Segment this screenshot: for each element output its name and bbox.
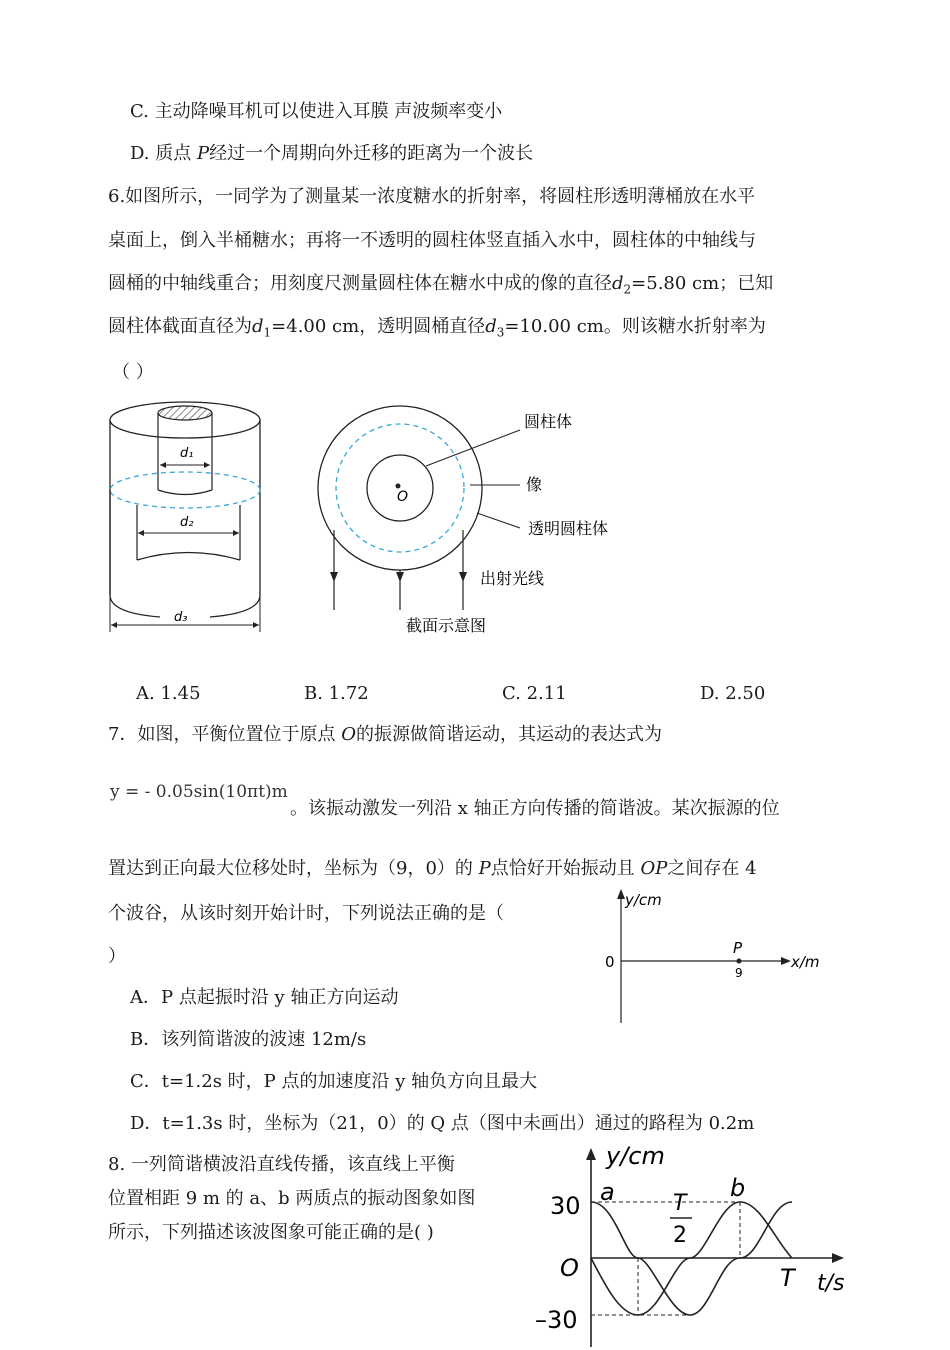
label-transparent-cylinder: 透明圆柱体 (528, 519, 609, 538)
q6-cylinder-figure (100, 395, 275, 640)
q8-ymax: 30 (550, 1192, 581, 1220)
q6-answer-paren: （ ） (112, 362, 154, 383)
q7-axis-figure (595, 885, 835, 1025)
center-o-label: O (397, 489, 409, 505)
label-cylinder: 圆柱体 (524, 412, 573, 431)
q8-xlabel: t/s (817, 1271, 845, 1296)
figure-caption: 截面示意图 (406, 616, 487, 635)
q8-line3: 所示，下列描述该波图象可能正确的是( ) (108, 1222, 434, 1243)
q7-option-b: B．该列简谐波的波速 12m/s (130, 1029, 367, 1050)
q7-option-d: D．t=1.3s 时，坐标为（21，0）的 Q 点（图中未画出）通过的路程为 0.2m (130, 1113, 755, 1134)
q6-option-a: A. 1.45 (136, 683, 201, 704)
q7-line4: 个波谷，从该时刻开始计时，下列说法正确的是（ (108, 903, 504, 924)
q8-line1: 8. 一列简谐横波沿直线传播，该直线上平衡 (108, 1154, 455, 1175)
q6-line2: 桌面上，倒入半桶糖水；再将一不透明的圆柱体竖直插入水中，圆柱体的中轴线与 (108, 230, 756, 251)
q6-option-d: D. 2.50 (700, 683, 766, 704)
q8-ymin: –30 (535, 1306, 578, 1334)
q8-line2: 位置相距 9 m 的 a、b 两质点的振动图象如图 (108, 1188, 476, 1209)
q7-line5: ） (108, 946, 126, 967)
q7-p-label: P (733, 939, 743, 957)
q7-line1: 7．如图，平衡位置位于原点 O的振源做简谐运动，其运动的表达式为 (108, 724, 662, 745)
q7-p-x: 9 (735, 966, 743, 980)
q6-line3: 圆桶的中轴线重合；用刻度尺测量圆柱体在糖水中成的像的直径$d_2=5.80$ cm；已知 (108, 273, 774, 297)
q7-origin: 0 (605, 953, 615, 971)
q6-line1: 6.如图所示，一同学为了测量某一浓度糖水的折射率，将圆柱形透明薄桶放在水平 (108, 186, 756, 207)
q7-xlabel: x/m (791, 953, 820, 971)
q5-option-c: C. 主动降噪耳机可以使进入耳膜 声波频率变小 (130, 101, 503, 122)
q6-line4: 圆柱体截面直径为$d_1=4.00$ cm，透明圆桶直径$d_3=10.00$ cm。则该糖水折射率为 (108, 316, 766, 340)
q8-half-t-den: 2 (673, 1223, 687, 1248)
q7-line3: 置达到正向最大位移处时，坐标为（9，0）的 P点恰好开始振动且 OP之间存在 4 (108, 858, 757, 879)
q6-option-b: B. 1.72 (304, 683, 369, 704)
q8-b-label: b (730, 1174, 746, 1202)
d3-label: d₃ (174, 610, 188, 625)
q8-a-label: a (600, 1178, 615, 1206)
q8-ylabel: y/cm (606, 1142, 665, 1170)
d2-label: d₂ (180, 515, 194, 530)
q7-option-a: A．P 点起振时沿 y 轴正方向运动 (130, 987, 399, 1008)
q6-option-c: C. 2.11 (502, 683, 567, 704)
q7-line2: 。该振动激发一列沿 x 轴正方向传播的简谐波。某次振源的位 (290, 798, 780, 819)
q8-origin: O (560, 1254, 579, 1282)
q7-option-c: C．t=1.2s 时，P 点的加速度沿 y 轴负方向且最大 (130, 1071, 538, 1092)
q7-formula: y = - 0.05sin(10πt)m (110, 782, 288, 802)
q8-t-label: T (780, 1264, 795, 1292)
label-image: 像 (526, 475, 543, 494)
q6-cross-section-figure (310, 400, 640, 645)
q5-option-d: D. 质点 P经过一个周期向外迁移的距离为一个波长 (130, 143, 534, 164)
q8-vibration-figure (530, 1140, 848, 1350)
label-exit-rays: 出射光线 (480, 569, 545, 588)
d1-label: d₁ (180, 446, 194, 461)
q8-half-t-num: T (673, 1191, 687, 1216)
q7-ylabel: y/cm (625, 891, 662, 909)
